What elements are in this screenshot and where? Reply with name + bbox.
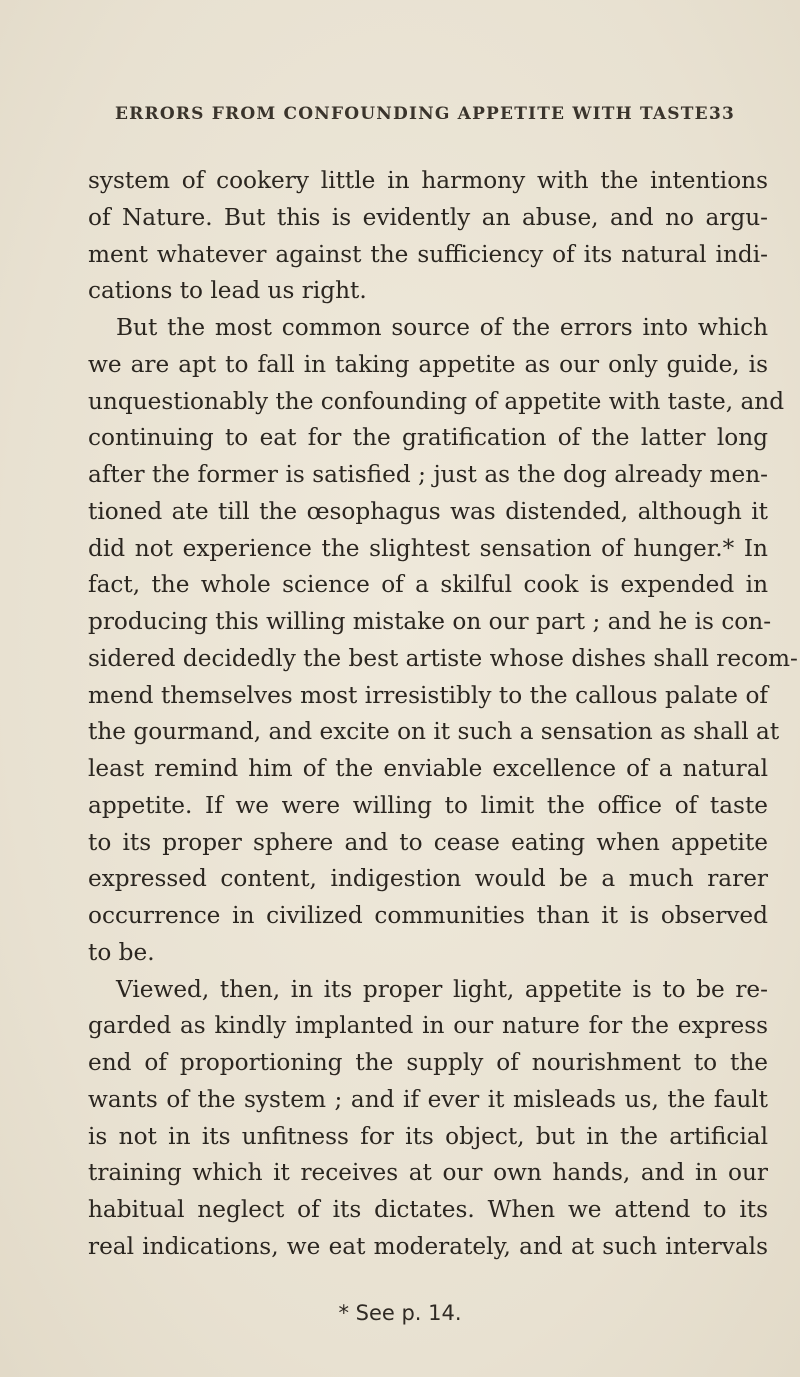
footnote: * See p. 14.	[338, 1301, 462, 1325]
text-line: tioned ate till the œsophagus was distended, although it	[88, 497, 768, 525]
body-text	[88, 163, 798, 1266]
text-line: producing this willing mistake on our part ; and he is con-	[88, 608, 772, 635]
text-line: sidered decidedly the best artiste whose dishes shall recom-	[88, 644, 798, 672]
text-line: real indications, we eat moderately, and at such intervals	[88, 1232, 768, 1260]
text-line: habitual neglect of its dictates. When we attend to its	[88, 1196, 768, 1223]
text-line: occurrence in civilized communities than it is observed	[88, 902, 768, 929]
text-line: continuing to eat for the gratification of the latter long	[88, 424, 768, 452]
text-line: But the most common source of the errors into which	[116, 314, 768, 341]
text-line: cations to lead us right.	[88, 277, 367, 305]
text-line: to its proper sphere and to cease eating when appetite	[88, 828, 768, 856]
text-line: training which it receives at our own hands, and in our	[88, 1159, 768, 1187]
text-line: the gourmand, and excite on it such a sensation as shall at	[88, 718, 780, 746]
text-line: is not in its unfitness for its object, but in the artificial	[88, 1122, 768, 1150]
text-line: Viewed, then, in its proper light, appetite is to be re-	[116, 975, 768, 1003]
text-line: appetite. If we were willing to limit the office of taste	[88, 791, 768, 819]
text-line: of Nature. But this is evidently an abuse, and no argu-	[88, 203, 768, 231]
text-line: mend themselves most irresistibly to the callous palate of	[88, 681, 768, 709]
text-line: garded as kindly implanted in our nature for the express	[88, 1012, 768, 1040]
text-line: unquestionably the confounding of appetite with taste, and	[88, 387, 785, 415]
text-line: least remind him of the enviable excellence of a natural	[88, 755, 768, 782]
text-line: ment whatever against the sufficiency of its natural indi-	[88, 240, 768, 268]
text-line: we are apt to fall in taking appetite as our only guide, is	[88, 350, 768, 378]
running-head	[115, 104, 750, 134]
text-line: expressed content, indigestion would be a much rarer	[88, 865, 768, 893]
text-line: wants of the system ; and if ever it misleads us, the fault	[88, 1085, 768, 1113]
page-number: 33	[708, 104, 735, 124]
text-line: after the former is satisfied ; just as the dog already men-	[88, 461, 768, 488]
running-head-title: ERRORS FROM CONFOUNDING APPETITE WITH TASTE.	[115, 104, 716, 124]
text-line: system of cookery little in harmony with the intentions	[88, 167, 768, 194]
text-line: fact, the whole science of a skilful cook is expended in	[88, 571, 768, 599]
text-line: did not experience the slightest sensation of hunger.* In	[88, 534, 768, 562]
text-line: end of proportioning the supply of nourishment to the	[88, 1049, 768, 1076]
text-line: to be.	[88, 938, 155, 966]
